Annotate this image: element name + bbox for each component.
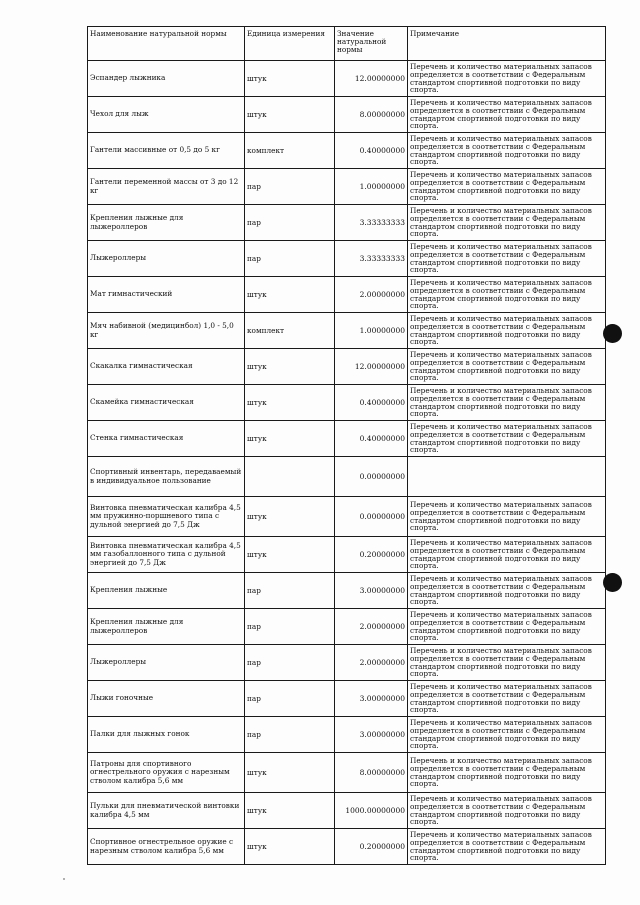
cell-unit: пар	[245, 681, 335, 717]
cell-note: Перечень и количество материальных запасов определяется в соответствии с Федеральным стандартом спортивной подготовки по виду спорта.	[408, 681, 606, 717]
table-row	[88, 133, 606, 169]
cell-value: 2.00000000	[335, 277, 408, 313]
table-row	[88, 61, 606, 97]
cell-note	[408, 457, 606, 497]
cell-note: Перечень и количество материальных запасов определяется в соответствии с Федеральным стандартом спортивной подготовки по виду спорта.	[408, 497, 606, 537]
cell-note: Перечень и количество материальных запасов определяется в соответствии с Федеральным стандартом спортивной подготовки по виду спорта.	[408, 385, 606, 421]
cell-name: Мат гимнастический	[88, 277, 245, 313]
cell-name: Лыжероллеры	[88, 241, 245, 277]
punch-hole-mark	[603, 573, 622, 592]
table-row	[88, 457, 606, 497]
cell-value: 0.40000000	[335, 385, 408, 421]
table-row	[88, 349, 606, 385]
cell-name: Крепления лыжные для лыжероллеров	[88, 205, 245, 241]
cell-name: Крепления лыжные	[88, 573, 245, 609]
cell-name: Крепления лыжные для лыжероллеров	[88, 609, 245, 645]
cell-note: Перечень и количество материальных запасов определяется в соответствии с Федеральным стандартом спортивной подготовки по виду спорта.	[408, 829, 606, 865]
cell-unit: пар	[245, 573, 335, 609]
table-row	[88, 829, 606, 865]
cell-unit: комплект	[245, 133, 335, 169]
cell-note: Перечень и количество материальных запасов определяется в соответствии с Федеральным стандартом спортивной подготовки по виду спорта.	[408, 205, 606, 241]
cell-value: 0.00000000	[335, 497, 408, 537]
cell-unit: штук	[245, 753, 335, 793]
cell-name: Мяч набивной (медицинбол) 1,0 - 5,0 кг	[88, 313, 245, 349]
cell-unit: пар	[245, 241, 335, 277]
cell-value: 2.00000000	[335, 609, 408, 645]
cell-name: Гантели массивные от 0,5 до 5 кг	[88, 133, 245, 169]
cell-unit: штук	[245, 61, 335, 97]
table-header-row	[88, 27, 606, 61]
cell-note: Перечень и количество материальных запасов определяется в соответствии с Федеральным стандартом спортивной подготовки по виду спорта.	[408, 717, 606, 753]
cell-value: 1.00000000	[335, 169, 408, 205]
cell-name: Лыжероллеры	[88, 645, 245, 681]
cell-value: 8.00000000	[335, 97, 408, 133]
cell-name: Гантели переменной массы от 3 до 12 кг	[88, 169, 245, 205]
table-row	[88, 753, 606, 793]
table-row	[88, 421, 606, 457]
cell-name: Скакалка гимнастическая	[88, 349, 245, 385]
cell-value: 3.00000000	[335, 681, 408, 717]
cell-unit: штук	[245, 497, 335, 537]
table-row	[88, 537, 606, 573]
cell-note: Перечень и количество материальных запасов определяется в соответствии с Федеральным стандартом спортивной подготовки по виду спорта.	[408, 537, 606, 573]
cell-unit: штук	[245, 97, 335, 133]
cell-name: Спортивное огнестрельное оружие с нарезным стволом калибра 5,6 мм	[88, 829, 245, 865]
cell-note: Перечень и количество материальных запасов определяется в соответствии с Федеральным стандартом спортивной подготовки по виду спорта.	[408, 349, 606, 385]
cell-value: 3.00000000	[335, 573, 408, 609]
cell-note: Перечень и количество материальных запасов определяется в соответствии с Федеральным стандартом спортивной подготовки по виду спорта.	[408, 793, 606, 829]
cell-note: Перечень и количество материальных запасов определяется в соответствии с Федеральным стандартом спортивной подготовки по виду спорта.	[408, 169, 606, 205]
cell-unit: комплект	[245, 313, 335, 349]
table-row	[88, 277, 606, 313]
cell-unit: пар	[245, 645, 335, 681]
cell-unit: пар	[245, 169, 335, 205]
cell-note: Перечень и количество материальных запасов определяется в соответствии с Федеральным стандартом спортивной подготовки по виду спорта.	[408, 573, 606, 609]
table-row	[88, 609, 606, 645]
cell-note: Перечень и количество материальных запасов определяется в соответствии с Федеральным стандартом спортивной подготовки по виду спорта.	[408, 133, 606, 169]
cell-note: Перечень и количество материальных запасов определяется в соответствии с Федеральным стандартом спортивной подготовки по виду спорта.	[408, 753, 606, 793]
cell-unit	[245, 457, 335, 497]
cell-unit: штук	[245, 385, 335, 421]
cell-name: Винтовка пневматическая калибра 4,5 мм пружинно-поршневого типа с дульной энергией до 7,5 Дж	[88, 497, 245, 537]
cell-note: Перечень и количество материальных запасов определяется в соответствии с Федеральным стандартом спортивной подготовки по виду спорта.	[408, 609, 606, 645]
table-row	[88, 573, 606, 609]
table-row	[88, 313, 606, 349]
cell-unit: штук	[245, 277, 335, 313]
cell-name: Скамейка гимнастическая	[88, 385, 245, 421]
cell-note: Перечень и количество материальных запасов определяется в соответствии с Федеральным стандартом спортивной подготовки по виду спорта.	[408, 645, 606, 681]
cell-value: 2.00000000	[335, 645, 408, 681]
cell-name: Спортивный инвентарь, передаваемый в индивидуальное пользование	[88, 457, 245, 497]
cell-note: Перечень и количество материальных запасов определяется в соответствии с Федеральным стандартом спортивной подготовки по виду спорта.	[408, 241, 606, 277]
cell-note: Перечень и количество материальных запасов определяется в соответствии с Федеральным стандартом спортивной подготовки по виду спорта.	[408, 61, 606, 97]
cell-unit: штук	[245, 793, 335, 829]
cell-note: Перечень и количество материальных запасов определяется в соответствии с Федеральным стандартом спортивной подготовки по виду спорта.	[408, 421, 606, 457]
scan-speck	[63, 878, 65, 880]
cell-unit: штук	[245, 829, 335, 865]
cell-note: Перечень и количество материальных запасов определяется в соответствии с Федеральным стандартом спортивной подготовки по виду спорта.	[408, 277, 606, 313]
cell-value: 0.00000000	[335, 457, 408, 497]
cell-value: 12.00000000	[335, 349, 408, 385]
cell-unit: штук	[245, 349, 335, 385]
table-row	[88, 793, 606, 829]
cell-unit: пар	[245, 205, 335, 241]
table-row	[88, 681, 606, 717]
cell-value: 3.33333333	[335, 241, 408, 277]
cell-name: Винтовка пневматическая калибра 4,5 мм газобаллонного типа с дульной энергией до 7,5 Дж	[88, 537, 245, 573]
cell-note: Перечень и количество материальных запасов определяется в соответствии с Федеральным стандартом спортивной подготовки по виду спорта.	[408, 313, 606, 349]
cell-unit: пар	[245, 609, 335, 645]
table-row	[88, 205, 606, 241]
cell-value: 0.40000000	[335, 133, 408, 169]
cell-value: 1.00000000	[335, 313, 408, 349]
header-unit: Единица измерения	[245, 27, 335, 61]
cell-unit: штук	[245, 537, 335, 573]
cell-value: 0.20000000	[335, 537, 408, 573]
header-note: Примечание	[408, 27, 606, 61]
cell-name: Пульки для пневматической винтовки калибра 4,5 мм	[88, 793, 245, 829]
cell-value: 12.00000000	[335, 61, 408, 97]
cell-name: Эспандер лыжника	[88, 61, 245, 97]
cell-value: 3.33333333	[335, 205, 408, 241]
cell-name: Лыжи гоночные	[88, 681, 245, 717]
table-row	[88, 645, 606, 681]
cell-name: Чехол для лыж	[88, 97, 245, 133]
header-value: Значение натуральной нормы	[335, 27, 408, 61]
table-row	[88, 97, 606, 133]
table-row	[88, 169, 606, 205]
cell-note: Перечень и количество материальных запасов определяется в соответствии с Федеральным стандартом спортивной подготовки по виду спорта.	[408, 97, 606, 133]
cell-unit: штук	[245, 421, 335, 457]
cell-value: 3.00000000	[335, 717, 408, 753]
cell-value: 0.40000000	[335, 421, 408, 457]
cell-value: 1000.00000000	[335, 793, 408, 829]
table-row	[88, 385, 606, 421]
table-row	[88, 241, 606, 277]
cell-name: Палки для лыжных гонок	[88, 717, 245, 753]
cell-value: 0.20000000	[335, 829, 408, 865]
header-name: Наименование натуральной нормы	[88, 27, 245, 61]
table-row	[88, 717, 606, 753]
cell-name: Стенка гимнастическая	[88, 421, 245, 457]
natural-norms-table	[87, 26, 606, 865]
cell-name: Патроны для спортивного огнестрельного оружия с нарезным стволом калибра 5,6 мм	[88, 753, 245, 793]
punch-hole-mark	[603, 324, 622, 343]
cell-unit: пар	[245, 717, 335, 753]
cell-value: 8.00000000	[335, 753, 408, 793]
table-row	[88, 497, 606, 537]
